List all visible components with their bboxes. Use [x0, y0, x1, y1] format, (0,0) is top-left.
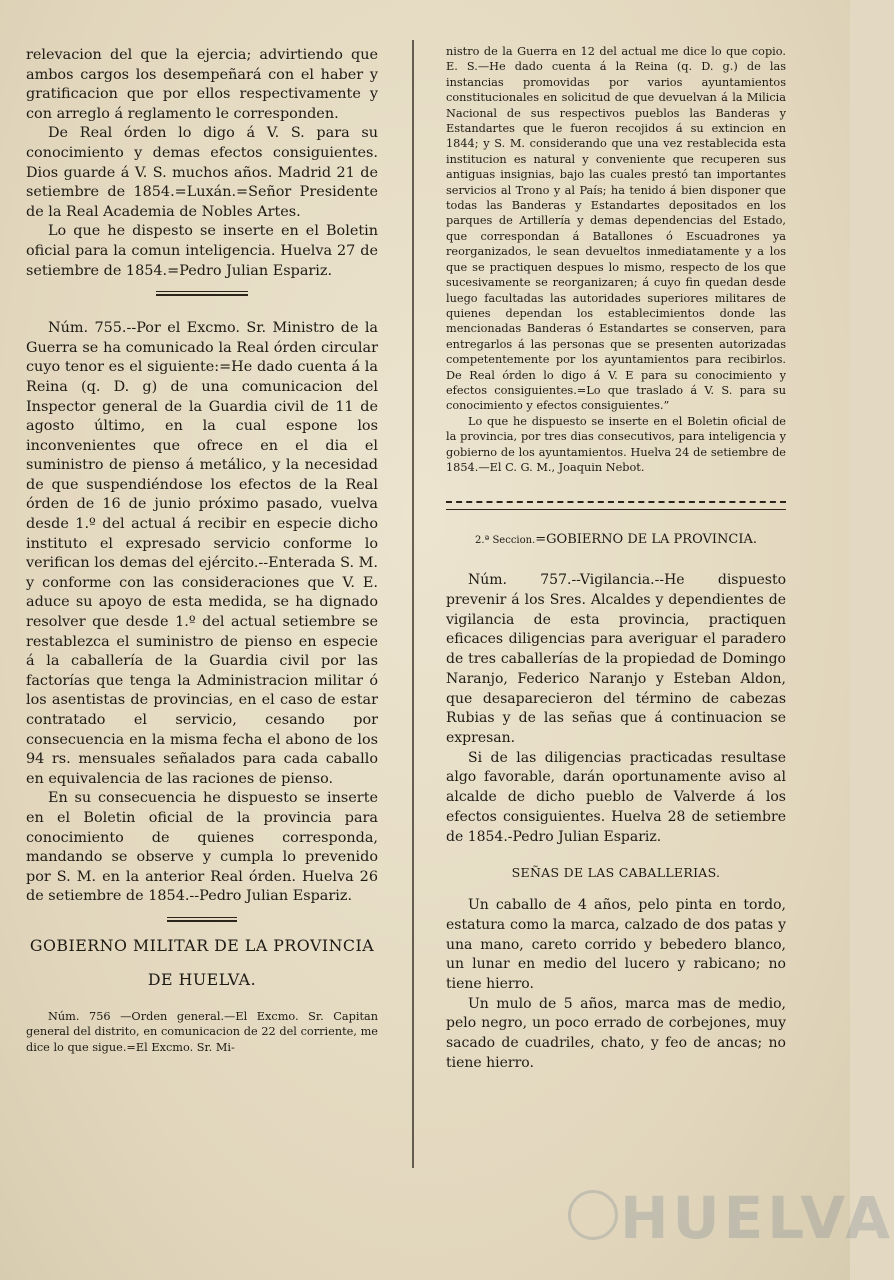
description-mulo: Un mulo de 5 años, marca mas de medio, pelo negro, un poco errado de corbejones, muy sacado de cuadriles, chato, y feo de ancas; no tiene hierro. [446, 995, 786, 1071]
left-column [26, 46, 378, 1055]
section-divider [446, 501, 786, 510]
description-caballo: Un caballo de 4 años, pelo pinta en tordo, estatura como la marca, calzado de dos patas y una mano, careto corrido y bebedero blanco, un lunar en medio del lucero y rabicano; no tiene hierro. [446, 897, 786, 993]
section-title [446, 532, 786, 547]
paragraph-diligencias: Si de las diligencias practicadas resultase algo favorable, darán oportunamente aviso al alcalde de dicho pueblo de Valverde á los efectos consiguientes. Huelva 28 de setiembre de 1854.-Pedro Julian Espariz. [446, 749, 786, 845]
column-divider [412, 40, 414, 1168]
heading-gobierno-militar: GOBIERNO MILITAR DE LA PROVINCIA DE HUELVA. [29, 935, 375, 989]
section-label: 2.ª Seccion. [474, 535, 536, 547]
paragraph-boletin-oficial: Lo que he dispuesto se inserte en el Boletin oficial de la provincia, por tres dias consecutivos, para inteligencia y gobierno de los ayuntamientos. Huelva 24 de setiembre de 1854.—El C. G. M., Joaquin Nebot. [446, 414, 786, 474]
archive-watermark [568, 1168, 894, 1258]
right-column [446, 44, 786, 1074]
article-756: Núm. 756 —Orden general.—El Excmo. Sr. Capitan general del distrito, en comunicacion de 22 del corriente, me dice lo que sigue.=El Excmo. Sr. Mi- [26, 1009, 378, 1054]
paragraph-real-orden: De Real órden lo digo á V. S. para su conocimiento y demas efectos consiguientes. Dios guarde á V. S. muchos años. Madrid 21 de setiembre de 1854.=Luxán.=Señor Presidente de la Real Academia de Nobles Artes. [26, 125, 378, 220]
paragraph-relevacion: relevacion del que la ejercia; advirtiendo que ambos cargos los desempeñará con el haber y gratificacion que por ellos respectivamente y con arreglo á reglamento le corresponden. [26, 47, 378, 122]
article-757: Núm. 757.--Vigilancia.--He dispuesto prevenir á los Sres. Alcaldes y dependientes de vigilancia de esta provincia, practiquen eficaces diligencias para averiguar el paradero de tres caballerías de la propiedad de Domingo Naranjo, Federico Naranjo y Esteban Aldon, que desaparecieron del término de cabezas Rubias y de las señas que á continuacion se expresan. [446, 572, 786, 746]
paragraph-inserte: Lo que he dispesto se inserte en el Boletin oficial para la comun inteligencia. Huelva 27 de setiembre de 1854.=Pedro Julian Espariz. [26, 223, 378, 279]
section-name: =GOBIERNO DE LA PROVINCIA. [535, 532, 757, 548]
article-755-conclusion: En su consecuencia he dispuesto se inserte en el Boletin oficial de la provincia para conocimiento de quienes corresponda, mandando se observe y cumpla lo prevenido por S. M. en la anterior Real órden. Huelva 26 de setiembre de 1854.--Pedro Julian Espariz. [26, 790, 378, 905]
ornamental-divider [156, 291, 248, 297]
article-756-continued: nistro de la Guerra en 12 del actual me dice lo que copio. E. S.—He dado cuenta á la Reina (q. D. g.) de las instancias promovidas por varios ayuntamientos constitucionales en solicitud de que devuelvan á la Milicia Nacional de sus respectivos pueblos las Banderas y Estandartes que le fueron recojidos á su extincion en 1844; y S. M. considerando que una vez restablecida esta institucion es natural y conveniente que recuperen sus antiguas insignias, bajo las cuales prestó tan importantes servicios al Trono y al País; ha tenido á bien disponer que todas las Banderas y Estandartes depositados en los parques de Artillería y demas dependencias del Estado, que correspondan á Batallones ó Escuadrones ya reorganizados, le sean devueltos inmediatamente y a los que se practiquen despues lo mismo, respecto de los que sucesivamente se reorganizaren; á cuyo fin quedan desde luego facultadas las autoridades superiores militares de quienes dependan los establecimientos donde las mencionadas Banderas ó Estandartes se conserven, para entregarlos á las personas que se presenten autorizadas competentemente por los ayuntamientos para recibirlos. De Real órden lo digo á V. E para su conocimiento y efectos consiguientes.=Lo que traslado á V. S. para su conocimiento y efectos consiguientes.” [446, 45, 786, 413]
ornamental-divider [167, 917, 237, 923]
seal-icon [568, 1190, 618, 1240]
article-755: Núm. 755.--Por el Excmo. Sr. Ministro de la Guerra se ha comunicado la Real órden circular cuyo tenor es el siguiente:=He dado cuenta á la Reina (q. D. g) de una comunicacion del Inspector general de la Guardia civil de 11 de agosto último, en la cual espone los inconvenientes que ofrece en el dia el suministro de pienso á metálico, y la necesidad de que suspendiéndose los efectos de la Real órden de 16 de junio próximo pasado, vuelva desde 1.º del actual á recibir en especie dicho instituto el expresado servicio conforme lo verifican los demas del ejército.--Enterada S. M. y conforme con las consideraciones que V. E. aduce su apoyo de esta medida, se ha dignado resolver que desde 1.º del actual setiembre se restablezca el suministro de pienso en especie á la caballería de la Guardia civil por las factorías que tenga la Administracion militar ó los asentistas de provincias, en el caso de estar contratado el servicio, cesando por consecuencia en la misma fecha el abono de los 94 rs. mensuales señalados para cada caballo en equivalencia de las raciones de pienso. [26, 320, 378, 787]
subheading-senas: SEÑAS DE LAS CABALLERIAS. [511, 865, 721, 881]
watermark-text: HUELVA [620, 1184, 894, 1252]
